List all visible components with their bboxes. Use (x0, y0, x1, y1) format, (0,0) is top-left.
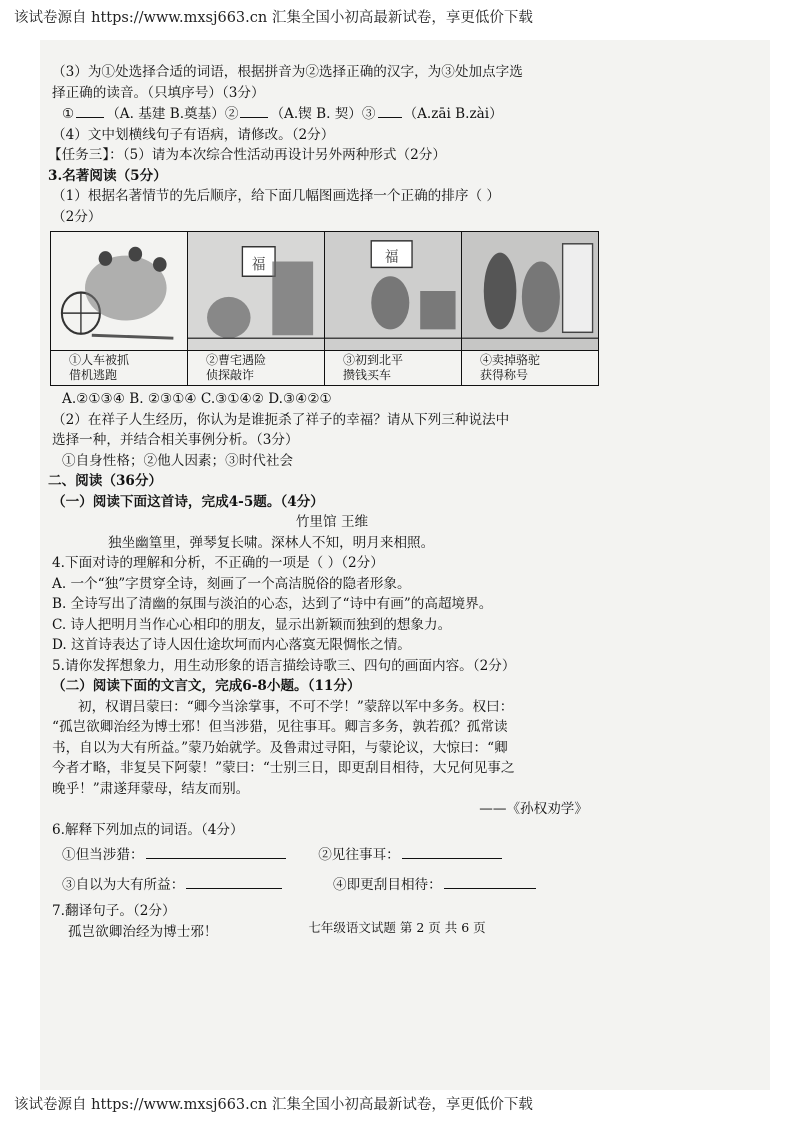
exam-content (48, 62, 612, 942)
source-banner-bottom: 该试卷源自 https://www.mxsj663.cn 汇集全国小初高最新试卷，享更低价下载 (14, 1097, 533, 1113)
q6-word1: ①但当涉猎： (62, 847, 144, 863)
answer-blank[interactable] (378, 103, 402, 118)
panel-1-caption-a: ①人车被抓 (69, 353, 130, 367)
panel-3-caption-b: 攒钱买车 (343, 368, 392, 382)
reading-part2-intro: （二）阅读下面的文言文，完成6-8小题。（11分） (52, 678, 361, 694)
classical-text-1: 初，权谓吕蒙曰：“卿今当涂掌事，不可不学！”蒙辞以军中多务。权曰： (78, 698, 514, 715)
classical-text-4: 今者才略，非复吴下阿蒙！”蒙曰：“士别三日，即更刮目相待，大兄何见事之 (52, 760, 515, 776)
text-source: ——《孙权劝学》 (479, 801, 588, 817)
panel-2-illustration (188, 232, 324, 351)
opt1-label: ① (62, 106, 75, 122)
q6-row1 (52, 844, 612, 866)
q7-sentence: 孤岂欲卿治经为博士邪！ (68, 923, 218, 940)
opt1-choices: （A. 基建 B.奠基）② (106, 106, 239, 122)
reading-part1-intro: （一）阅读下面这首诗，完成4-5题。（4分） (52, 493, 324, 510)
q4-option-d: D. 这首诗表达了诗人因仕途坎坷而内心落寞无限惆怅之情。 (52, 637, 411, 653)
mz-q2-line2: 选择一种，并结合相关事例分析。（3分） (52, 432, 299, 448)
q4-option-b: B. 全诗写出了清幽的氛围与淡泊的心态，达到了“诗中有画”的高超境界。 (52, 596, 493, 612)
q3-line2: 择正确的读音。（只填序号）（3分） (52, 84, 265, 101)
panel-2 (188, 232, 325, 385)
svg-text:福: 福 (384, 249, 399, 266)
svg-text:福: 福 (251, 256, 266, 274)
task3: 【任务三】：（5）请为本次综合性活动再设计另外两种形式（2分） (48, 147, 446, 163)
opt3-choices: （A.zāi B.zài） (403, 106, 503, 122)
panel-3-illustration (325, 232, 461, 351)
mz-q2-choices: ①自身性格；②他人因素；③时代社会 (62, 452, 294, 469)
q6-word2: ②见往事耳： (318, 847, 400, 863)
classical-text-2: “孤岂欲卿治经为博士邪！但当涉猎，见往事耳。卿言多务，孰若孤？孤常读 (52, 719, 508, 735)
poem-text: 独坐幽篁里，弹琴复长啸。深林人不知，明月来相照。 (108, 534, 435, 551)
panel-1-illustration (51, 232, 187, 351)
panel-4-caption-b: 获得称号 (480, 368, 529, 382)
section-title-reading: 二、阅读（36分） (48, 473, 163, 489)
answer-blank[interactable] (76, 103, 104, 118)
panel-3-caption-a: ③初到北平 (343, 353, 404, 367)
panel-1 (51, 232, 188, 385)
answer-blank[interactable] (402, 844, 502, 859)
illustration-panels (50, 231, 599, 386)
q6-stem: 6.解释下列加点的词语。（4分） (52, 821, 244, 838)
panel-3 (325, 232, 462, 385)
section-title-mingzhu: 3.名著阅读（5分） (48, 167, 167, 184)
q4-option-c: C. 诗人把明月当作心心相印的朋友，显示出新颖而独到的想象力。 (52, 616, 452, 633)
mz-q2-line1: （2）在祥子人生经历，你认为是谁扼杀了祥子的幸福？请从下列三种说法中 (52, 411, 510, 428)
classical-text-3: 书，自以为大有所益。”蒙乃始就学。及鲁肃过寻阳，与蒙论议，大惊曰：“卿 (52, 739, 508, 756)
source-banner-top: 该试卷源自 https://www.mxsj663.cn 汇集全国小初高最新试卷，享更低价下载 (14, 10, 533, 26)
panel-2-caption-b: 侦探敲诈 (206, 368, 255, 382)
q4-option-a: A. 一个“独”字贯穿全诗，刻画了一个高洁脱俗的隐者形象。 (52, 575, 411, 592)
poem-title: 竹里馆 王维 (295, 514, 369, 530)
mz-q1: （1）根据名著情节的先后顺序，给下面几幅图画选择一个正确的排序（ ） (52, 188, 500, 204)
q4-stem: 4.下面对诗的理解和分析，不正确的一项是（ ）（2分） (52, 555, 384, 571)
classical-text-5: 晚乎！”肃遂拜蒙母，结友而别。 (52, 780, 250, 797)
panel-2-caption-a: ②曹宅遇险 (206, 353, 267, 367)
answer-blank[interactable] (146, 844, 286, 859)
q3-line1: （3）为①处选择合适的词语，根据拼音为②选择正确的汉字，为③处加点字选 (52, 64, 523, 80)
q3-options (52, 103, 612, 125)
answer-blank[interactable] (444, 874, 536, 889)
q3-item4: （4）文中划横线句子有语病，请修改。（2分） (52, 126, 335, 143)
panel-4-caption-a: ④卖掉骆驼 (480, 353, 541, 367)
answer-blank[interactable] (186, 874, 282, 889)
q5-stem: 5.请你发挥想象力，用生动形象的语言描绘诗歌三、四句的画面内容。（2分） (52, 657, 516, 674)
answer-blank[interactable] (240, 103, 268, 118)
q7-stem: 7.翻译句子。（2分） (52, 903, 176, 919)
panel-1-caption-b: 借机逃跑 (69, 368, 118, 382)
panel-4 (462, 232, 598, 385)
mz-q1-points: （2分） (52, 208, 102, 225)
mz-q1-options: A.②①③④ B. ②③①④ C.③①④② D.③④②① (62, 391, 332, 407)
panel-4-illustration (462, 232, 598, 351)
q6-row2 (52, 874, 612, 896)
opt2-choices: （A.锲 B. 契）③ (270, 106, 376, 122)
q6-word3: ③自以为大有所益： (62, 876, 185, 893)
page-footer: 七年级语文试题 第 2 页 共 6 页 (308, 920, 486, 935)
q6-word4: ④即更刮目相待： (333, 876, 442, 893)
